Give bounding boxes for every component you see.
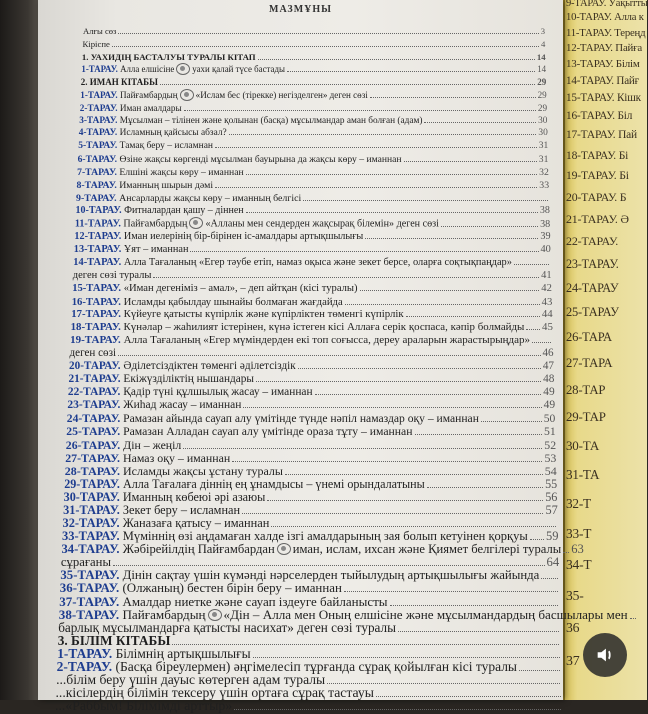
page-number: 49: [543, 385, 555, 398]
chapter-number: 16-ТАРАУ.: [71, 295, 121, 308]
chapter-number: 8-ТАРАУ.: [76, 179, 117, 191]
entry-text: 3. БІЛІМ КІТАБЫ: [57, 632, 171, 648]
chapter-number: 5-ТАРАУ.: [78, 141, 118, 152]
chapter-title: Ұят – иманнан: [123, 243, 189, 255]
right-page-line: 35-: [566, 588, 584, 604]
right-page-line: 15-ТАРАУ. Кішк: [566, 92, 641, 105]
leader-dots: [229, 134, 537, 135]
right-page-line: 21-ТАРАУ. Ә: [566, 211, 629, 226]
page-number: 39: [540, 231, 551, 243]
right-page-line: 27-ТАРА: [566, 356, 613, 371]
chapter-number: 26-ТАРАУ.: [65, 437, 121, 452]
leader-dots: [298, 368, 541, 369]
leader-dots: [246, 212, 538, 213]
chapter-number: 3-ТАРАУ.: [79, 115, 118, 126]
entry-text: ...білім беру үшін дауыс көтерген адам туралы: [56, 671, 326, 687]
leader-dots: [258, 59, 535, 60]
leader-dots: [630, 618, 636, 619]
leader-dots: [253, 657, 560, 658]
leader-dots: [370, 97, 536, 98]
salawat-icon: [277, 543, 291, 555]
chapter-number: 1-ТАРАУ.: [80, 89, 118, 100]
page-number: 43: [541, 295, 553, 308]
chapter-title: Рамазан Алладан сауап алу үмітінде ораза тұту – иманнан: [123, 424, 413, 438]
right-page-line: 20-ТАРАУ. Б: [566, 189, 627, 204]
chapter-title: Иман амалдары: [119, 102, 182, 113]
entry-text: [78, 154, 402, 165]
page-number: 46: [542, 347, 554, 360]
right-page-line: 23-ТАРАУ.: [566, 257, 619, 271]
leader-dots: [215, 147, 537, 148]
toc-entry: [77, 180, 550, 191]
right-page-line: 11-ТАРАУ. Тереңд: [566, 26, 646, 39]
leader-dots: [415, 434, 543, 435]
right-page-line: 22-ТАРАУ.: [566, 233, 619, 248]
page-number: 32: [539, 166, 549, 178]
chapter-number: 23-ТАРАУ.: [67, 398, 121, 411]
page-number: 42: [541, 282, 552, 294]
chapter-title: Қадір түні құлшылық жасау – иманнан: [123, 385, 313, 398]
entry-text: деген сөзі: [69, 347, 117, 360]
page-number: 14: [536, 51, 546, 62]
right-page-line: 32-Т: [566, 495, 591, 511]
chapter-number: 10-ТАРАУ.: [75, 205, 122, 217]
chapter-number: 18-ТАРАУ.: [70, 321, 121, 334]
entry-text: [74, 231, 363, 242]
chapter-title: Иман иелерінің бір-бірінен іс-амалдары артықшылығы: [123, 231, 364, 243]
chapter-number: 27-ТАРАУ.: [65, 450, 121, 465]
page-number: 29: [537, 89, 547, 100]
leader-dots: [256, 381, 541, 382]
chapter-number: 12-ТАРАУ.: [74, 231, 122, 243]
leader-dots: [285, 474, 543, 475]
entry-text: Алғы сөз: [83, 26, 117, 36]
toc-entry: [78, 141, 548, 151]
chapter-number: 24-ТАРАУ.: [66, 411, 121, 425]
salawat-icon: [180, 89, 194, 101]
entry-text: [66, 425, 412, 438]
right-page-line: 19-ТАРАУ. Бі: [566, 169, 629, 182]
page-number: 59: [546, 528, 559, 543]
leader-dots: [441, 226, 538, 227]
page-number: 53: [544, 450, 557, 465]
toc-entry: [70, 334, 553, 346]
chapter-title: Дінін сақтау үшін күмәнді нәрселерден тыйылудың артықшылығы жайында: [122, 567, 540, 582]
leader-dots: [315, 394, 542, 395]
page-number: 31: [538, 141, 549, 152]
toc-entry: [78, 154, 549, 165]
leader-dots: [327, 683, 560, 684]
chapter-number: 1-ТАРАУ.: [81, 64, 118, 75]
page-number: 30: [538, 128, 548, 139]
leader-dots: [404, 161, 537, 162]
salawat-icon: [176, 63, 190, 75]
leader-dots: [153, 277, 539, 278]
right-page-line: 26-ТАРА: [566, 330, 612, 345]
chapter-title: (Басқа біреулермен) әңгімелесіп тұрғанда сұрақ қойылған кісі туралы: [115, 658, 518, 674]
chapter-title: Жәбірейілдің Пайғамбардан: [122, 541, 275, 556]
chapter-title: Иманның көбеюі әрі азаюы: [122, 489, 266, 504]
chapter-number: 30-ТАРАУ.: [63, 489, 120, 504]
page-number: 47: [542, 360, 554, 372]
salawat-icon: [189, 217, 203, 229]
chapter-title: Зекет беру – исламнан: [122, 502, 241, 517]
leader-dots: [242, 513, 543, 514]
toc-entry: [66, 425, 555, 438]
chapter-number: 21-ТАРАУ.: [68, 372, 121, 385]
entry-text: [69, 360, 296, 372]
entry-text: [77, 167, 244, 178]
leader-dots: [519, 670, 560, 671]
chapter-title-rest: «Ислам бес (тірекке) негізделген» деген сөзі: [195, 89, 368, 100]
leader-dots: [267, 500, 543, 501]
right-page-line: 12-ТАРАУ. Пайға: [566, 41, 643, 54]
page-number: 29: [537, 102, 548, 113]
toc-entry: [74, 244, 551, 255]
page-number: 4: [541, 38, 546, 49]
leader-dots: [427, 487, 543, 488]
chapter-title: Елшіні жақсы көру – иманнан: [119, 166, 244, 178]
right-page-line: 34-Т: [566, 556, 592, 572]
entry-text: [77, 180, 214, 191]
toc-entry: [70, 347, 554, 359]
chapter-number: 35-ТАРАУ.: [60, 567, 120, 582]
leader-dots: [118, 355, 540, 356]
chapter-title: Ансарларды жақсы көру – иманның белгісі: [119, 192, 302, 204]
page-number: 50: [543, 411, 556, 425]
page-number: 48: [543, 372, 555, 385]
leader-dots: [118, 33, 538, 34]
chapter-title: Күнәлар – жаһилият істерінен, күнә істеген кісі Аллаға серік қоспаса, кәпір болмайды: [123, 321, 525, 334]
toc-entry: [79, 128, 548, 138]
chapter-title: Тамақ беру – исламнан: [119, 141, 214, 152]
leader-dots: [541, 578, 557, 579]
chapter-number: 6-ТАРАУ.: [77, 154, 118, 165]
chapter-title: Әділетсіздіктен төменгі әділетсіздік: [123, 360, 296, 372]
toc-entry: [73, 257, 551, 268]
page-number: 52: [544, 437, 557, 452]
toc-entry: [67, 412, 556, 425]
toc-entry: [55, 698, 563, 714]
leader-dots: [184, 110, 536, 111]
entry-text: [79, 128, 227, 138]
chapter-title-rest: «Алланы мен сендерден жақсырақ білемін» деген сөзі: [205, 218, 439, 230]
chapter-number: 28-ТАРАУ.: [64, 463, 121, 478]
page-number: 56: [545, 489, 558, 504]
chapter-number: 25-ТАРАУ.: [66, 424, 121, 438]
chapter-number: 19-ТАРАУ.: [70, 334, 121, 347]
chapter-title: Алла елшісіне: [120, 64, 175, 75]
leader-dots: [406, 316, 540, 317]
entry-text: ...«Раббым! Білімімді арттыр»: [55, 698, 233, 713]
entry-text: [76, 193, 301, 204]
speaker-icon[interactable]: [583, 633, 627, 677]
chapter-title-rest: уахи қалай түсе бастады: [192, 64, 285, 75]
leader-dots: [172, 644, 559, 645]
chapter-number: 15-ТАРАУ.: [72, 282, 122, 294]
right-page-line: 30-ТА: [566, 437, 600, 453]
book-spine-shadow: [0, 0, 40, 700]
toc-entry: [83, 39, 546, 50]
chapter-number: 20-ТАРАУ.: [69, 360, 121, 372]
page-number: 64: [546, 554, 560, 569]
chapter-title: Мүміннің өзі аңдамаған халде ізгі амалдарының зая болып кетуінен қорқуы: [122, 528, 528, 543]
volume-icon: [594, 644, 616, 666]
leader-dots: [360, 290, 540, 291]
leader-dots: [563, 552, 569, 553]
page-title: МАЗМҰНЫ: [269, 4, 332, 15]
leader-dots: [344, 591, 558, 592]
right-page-line: 29-ТАР: [566, 410, 606, 424]
leader-dots: [271, 526, 556, 527]
entry-text: [72, 283, 357, 294]
right-page-line: 13-ТАРАУ. Білім: [566, 58, 640, 70]
entry-text: [76, 205, 244, 216]
page-number: 38: [539, 205, 550, 217]
entry-text: [79, 116, 422, 126]
chapter-number: 11-ТАРАУ.: [74, 218, 121, 230]
right-page-line: 10-ТАРАУ. Алла к: [566, 11, 644, 23]
page-number: 63: [571, 541, 584, 556]
chapter-number: 17-ТАРАУ.: [71, 308, 121, 321]
toc-entry: [72, 283, 552, 294]
entry-text: [71, 308, 403, 320]
toc-entry: [80, 103, 547, 114]
page-number: 30: [538, 115, 548, 126]
chapter-title-rest: «Дін – Алла мен Оның елшісіне және мұсылмандардың басшылары мен: [223, 606, 628, 622]
chapter-title: Алла Тағаланың «Егер тәубе етіп, намаз оқыса және зекет берсе, оларға соқтықпаңдар»: [123, 256, 512, 268]
leader-dots: [424, 122, 536, 123]
entry-text: Кіріспе: [82, 38, 110, 49]
chapter-title: Алла Тағалаға діннің ең ұнамдысы – үнемі орындалатыны: [122, 476, 425, 491]
toc-entry: [72, 296, 553, 308]
leader-dots: [303, 200, 547, 201]
toc-entry: [75, 218, 550, 230]
leader-dots: [243, 407, 541, 408]
chapter-number: 4-ТАРАУ.: [78, 128, 118, 139]
leader-dots: [345, 304, 540, 305]
chapter-number: 33-ТАРАУ.: [62, 528, 120, 543]
leader-dots: [246, 174, 537, 175]
chapter-title: Дін – жеңіл: [123, 437, 182, 452]
toc-entry: [83, 26, 545, 37]
chapter-title: «Иман дегеніміз – амал», – деп айтқан (кісі туралы): [123, 282, 358, 294]
entry-text: [69, 373, 255, 385]
right-page: [560, 0, 647, 700]
chapter-title: Фитналардан қашу – діннен: [124, 205, 244, 217]
chapter-title: Алла Тағаланың «Егер мүміндерден екі топ соғысса, дереу араларын жарастырыңдар»: [123, 334, 530, 347]
entry-text: [78, 141, 213, 151]
chapter-number: 1-ТАРАУ.: [57, 645, 113, 661]
chapter-number: 22-ТАРАУ.: [67, 385, 121, 398]
page-number: 49: [543, 398, 556, 411]
chapter-title: Білімнің артықшылығы: [115, 645, 251, 661]
page-number: 51: [544, 424, 556, 438]
leader-dots: [112, 46, 539, 47]
page-number: 44: [541, 308, 553, 321]
page-number: 41: [541, 269, 552, 281]
chapter-title: Пайғамбардың: [119, 89, 178, 100]
entry-text: [67, 399, 241, 411]
chapter-number: 31-ТАРАУ.: [63, 502, 120, 517]
leader-dots: [183, 448, 542, 449]
leader-dots: [376, 696, 561, 697]
entry-text: ...кісілердің білімін тексеру үшін ортаға сұрақ тастауы: [55, 684, 374, 700]
toc-entry: [71, 308, 553, 320]
entry-text: [72, 296, 343, 308]
entry-text: [68, 386, 313, 398]
entry-text: [80, 103, 182, 113]
chapter-number: 2-ТАРАУ.: [79, 102, 118, 113]
chapter-title: Жиһад жасау – иманнан: [123, 398, 242, 411]
entry-text: [67, 412, 479, 425]
leader-dots: [481, 421, 542, 422]
leader-dots: [287, 71, 535, 72]
chapter-number: 34-ТАРАУ.: [61, 541, 120, 556]
chapter-title: Исламның қайсысы абзал?: [119, 128, 227, 139]
chapter-title: Мұсылман – тілінен және қолынан (басқа) мұсылмандар аман болған (адам): [119, 115, 423, 126]
toc-entry: [68, 386, 555, 398]
chapter-title: Жаназаға қатысу – иманнан: [122, 515, 270, 530]
chapter-title: Екіжүзділіктің нышандары: [123, 372, 255, 385]
page-number: 31: [538, 154, 549, 165]
chapter-title: (Олжаның) бестен бірін беру – иманнан: [122, 580, 342, 595]
entry-text: 1. УАХИДІҢ БАСТАЛУЫ ТУРАЛЫ КІТАП: [81, 51, 256, 62]
toc-entry: [81, 64, 546, 76]
page-number: 29: [537, 77, 547, 88]
section-heading: [82, 52, 546, 63]
leader-dots: [365, 238, 538, 239]
right-page-line: 25-ТАРАУ: [566, 305, 619, 320]
right-page-line: 28-ТАР: [566, 382, 606, 397]
leader-dots: [530, 539, 544, 540]
toc-entry: [74, 231, 550, 242]
entry-text: [81, 64, 285, 76]
entry-text: [80, 90, 368, 102]
chapter-number: 2-ТАРАУ.: [56, 658, 113, 674]
right-page-line: 9-ТАРАУ. Уақытты: [566, 0, 648, 9]
page-number: 55: [545, 476, 558, 491]
chapter-title: Пайғамбардың: [122, 606, 206, 622]
chapter-number: 38-ТАРАУ.: [58, 606, 120, 622]
right-page-line: 17-ТАРАУ. Пай: [566, 129, 637, 142]
toc-entry: [71, 321, 553, 333]
entry-text: сұрағаны: [60, 554, 111, 569]
right-page-line: 16-ТАРАУ. Біл: [566, 110, 633, 123]
toc-entry: [79, 116, 547, 126]
entry-text: [74, 244, 189, 255]
page-number: 45: [542, 321, 553, 334]
chapter-title: Күйеуге қатысты күпірлік және күпірліктен төменгі күпірлік: [123, 308, 404, 321]
right-page-line: 31-ТА: [566, 466, 600, 482]
page-number: 54: [544, 463, 557, 478]
chapter-title: Иманның шырын дәмі: [119, 179, 214, 191]
chapter-title: Рамазан айында сауап алу үмітінде түнде нәпіл намаздар оқу – иманнан: [123, 411, 479, 425]
leader-dots: [215, 187, 537, 188]
chapter-number: 14-ТАРАУ.: [73, 256, 122, 268]
leader-dots: [160, 84, 535, 85]
leader-dots: [113, 565, 545, 566]
entry-text: 2. ИМАН КІТАБЫ: [80, 77, 158, 88]
right-page-line: 24-ТАРАУ: [566, 280, 619, 295]
leader-dots: [398, 631, 559, 632]
chapter-title: Намаз оқу – иманнан: [123, 450, 231, 465]
page-number: 40: [540, 243, 551, 255]
right-page-line: 14-ТАРАУ. Пайғ: [566, 74, 640, 87]
toc-entry: [69, 360, 554, 372]
leader-dots: [526, 329, 540, 330]
chapter-title: Амалдар ниетке және сауап іздеуге байланысты: [122, 593, 388, 609]
chapter-number: 29-ТАРАУ.: [64, 476, 120, 491]
leader-dots: [390, 605, 559, 606]
chapter-number: 32-ТАРАУ.: [62, 515, 120, 530]
entry-text: барлық мұсылмандарға қатысты насихат» деген сөзі туралы: [58, 619, 396, 635]
toc-entry: [76, 193, 550, 204]
right-page-line: 18-ТАРАУ. Бі: [566, 148, 629, 162]
leader-dots: [232, 461, 542, 462]
entry-text: [75, 218, 439, 230]
page-number: 3: [540, 26, 545, 36]
chapter-number: 13-ТАРАУ.: [73, 243, 122, 255]
chapter-number: 37-ТАРАУ.: [59, 593, 120, 609]
chapter-number: 9-ТАРАУ.: [76, 192, 117, 204]
chapter-title: Исламды жақсы ұстану туралы: [123, 463, 283, 478]
right-page-line: 37: [566, 653, 580, 669]
page-number: 57: [545, 502, 558, 517]
entry-text: [71, 321, 525, 333]
toc-entry: [76, 205, 550, 216]
toc-entry: [69, 373, 555, 385]
leader-dots: [532, 342, 551, 343]
toc-entry: [80, 90, 546, 102]
toc-entry: [73, 270, 552, 281]
chapter-number: 7-ТАРАУ.: [77, 166, 117, 178]
leader-dots: [234, 709, 561, 710]
chapter-number: 36-ТАРАУ.: [59, 580, 120, 595]
entry-text: [73, 257, 512, 268]
right-page-line: 33-Т: [566, 526, 592, 541]
right-page-line: 36: [566, 620, 580, 636]
section-heading: [81, 77, 547, 88]
chapter-title-rest: иман, ислам, ихсан және Қиямет белгілері туралы: [292, 541, 562, 556]
entry-text: [70, 334, 530, 346]
page-number: 33: [539, 179, 550, 191]
leader-dots: [514, 264, 549, 265]
chapter-title: Пайғамбардың: [123, 218, 188, 230]
leader-dots: [190, 251, 538, 252]
page-number: 14: [537, 64, 547, 75]
entry-text: деген сөзі туралы: [72, 269, 152, 281]
page-number: 38: [540, 218, 551, 230]
toc-entry: [77, 167, 549, 178]
chapter-title: Исламды қабылдау шынайы болмаған жағдайда: [123, 295, 343, 308]
chapter-title: Өзіне жақсы көргенді мұсылман бауырына да жақсы көру – иманнан: [119, 154, 402, 165]
toc-entry: [67, 399, 555, 411]
